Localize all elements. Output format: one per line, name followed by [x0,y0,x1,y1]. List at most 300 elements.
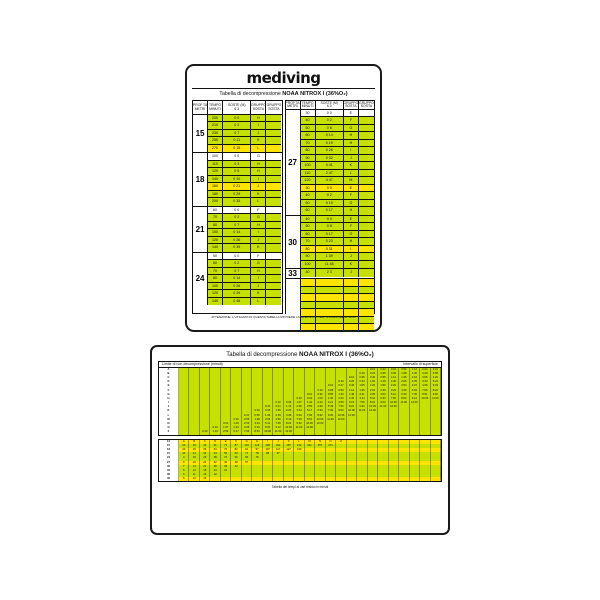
deco-table-right-body [286,110,375,332]
matrix-cell: 7:36 [294,418,304,422]
matrix-cell: 5 [179,477,189,481]
matrix-cell: 1:20 [336,393,346,397]
card2-title [158,351,442,359]
cell-empty [344,287,359,294]
matrix-cell: 0:25 [357,376,367,380]
matrix-cell: 2:45 [347,397,357,401]
cell-group-2 [359,223,374,230]
cell-group-2 [266,145,281,153]
matrix-cell: 0:55 [326,393,336,397]
matrix-cell: 1:12 [347,389,357,393]
matrix-cell: 2:39 [273,414,283,418]
matrix-cell: L [294,440,304,444]
cell-group-2 [359,269,374,277]
matrix-cell: 0:10 [357,372,367,376]
brand-divider [192,88,375,89]
matrix-cell: 16 [189,461,199,465]
matrix-row-label: 24 [159,456,179,460]
matrix-cell: 11:00 [357,409,367,413]
matrix-row-label: G [159,393,179,397]
brand-logo: mediving [246,69,321,87]
cell-group: M [344,177,359,184]
cell-bottom-time: 60 [301,207,316,215]
cell-stops: 0 14 [223,229,251,236]
cell-group: L [251,298,266,306]
depth-group [193,207,282,253]
cell-group-2 [359,200,374,207]
cell-group-2 [266,183,281,190]
matrix-cell: 11:00 [399,401,409,405]
matrix-cell: 0:10 [200,430,210,434]
matrix-cell: 0:36 [284,401,294,405]
matrix-cell: 24 [200,461,210,465]
cell-group-2 [359,261,374,269]
matrix-cell: 6:19 [284,418,294,422]
cell-group-2 [359,147,374,154]
filler-depth-label [286,279,301,332]
matrix-cell: 21 [200,465,210,469]
depth-group-rows [208,115,281,153]
matrix-cell: 5:41 [389,393,399,397]
matrix-cell: 9:02 [431,393,441,397]
cell-group-2 [359,207,374,215]
cell-empty [301,302,316,309]
matrix-cell: 2:24 [420,368,430,372]
cell-stops: 2 47 [316,170,344,177]
cell-group-2 [359,132,374,139]
card2-title-main: NOAA NITROX I (36%O₂) [299,351,374,358]
matrix-cell: 56 [231,456,241,460]
deco-table-left-header [193,101,282,115]
cell-empty [301,294,316,301]
table-row [208,214,281,222]
depth-group-rows [208,207,281,252]
matrix-cell: 1:36 [357,389,367,393]
cell-group: G [251,260,266,267]
matrix-cell: 7:06 [305,414,315,418]
matrix-cell: 4:50 [336,401,346,405]
matrix-cell: 0:10 [294,397,304,401]
matrix-cell: 0:41 [273,405,283,409]
header-time: TEMPO MINUTI [301,100,314,109]
matrix-cell: 2:29 [420,372,430,376]
matrix-cell: 87 [231,444,241,448]
cell-group-2 [266,198,281,206]
table-row [208,122,281,130]
filler-rows [301,279,374,332]
matrix-cell: 5:49 [410,389,420,393]
matrix-cell: 2:24 [315,401,325,405]
cell-group-2 [359,253,374,260]
matrix-cell [315,430,325,434]
matrix-cell: 8:22 [347,405,357,409]
cell-group-2 [359,140,374,147]
cell-group: L [344,170,359,177]
matrix-row [159,477,441,481]
table-row [301,231,374,239]
matrix-cell: 10 [179,444,189,448]
cell-group-2 [359,192,374,199]
matrix-cell: 2:39 [378,389,388,393]
matrix-cell: 25 [189,448,199,452]
matrix-cell: 5:49 [326,405,336,409]
cell-group: I [251,176,266,183]
matrix-cell: 48 [231,461,241,465]
matrix-cell: 3:44 [420,380,430,384]
matrix-cell: 0:50 [252,414,262,418]
matrix-cell [368,477,378,481]
cell-bottom-time: 120 [208,168,223,175]
matrix-row-label: A [159,368,179,372]
table-row [301,294,374,302]
cell-stops: 0 0 [223,115,251,122]
cell-empty [344,302,359,309]
matrix-cell: 39 [200,448,210,452]
matrix-cell: 101 [242,444,252,448]
matrix-cell [273,477,283,481]
header-depth: PROF.TA METRI [193,101,208,114]
cell-empty [316,287,344,294]
matrix-cell: 1:12 [410,368,420,372]
card2-title-prefix: Tabella di decompressione [226,352,298,358]
cell-stops: 0 7 [223,268,251,275]
cell-stops: 0 2 [223,122,251,129]
cell-stops: 0 23 [316,238,344,245]
matrix-cell: 0:26 [347,380,357,384]
matrix-cell: 0:49 [389,372,399,376]
matrix-cell: 0:10 [242,414,252,418]
matrix-cell: 8:51 [252,430,262,434]
matrix-cell: 78 [252,452,262,456]
matrix-cell: 3:05 [420,376,430,380]
matrix-cell: 2:59 [305,405,315,409]
matrix-row-label: 21 [159,452,179,456]
header-group-2: GRUPPO SOSTA [266,103,282,111]
matrix-cell: 12 [189,469,199,473]
matrix-row-label: E [159,384,179,388]
table-row [208,153,281,161]
matrix-cell: 0:34 [389,368,399,372]
table-row [301,261,374,269]
cell-bottom-time: 70 [301,238,316,245]
matrix-cell: 47 [221,456,231,460]
matrix-row-label: 15 [159,444,179,448]
matrix-cell: G [242,440,252,444]
matrix-cell: 61 [210,444,220,448]
matrix-cell: 6:03 [431,384,441,388]
matrix-cell: 10 [189,477,199,481]
cell-group: I [344,147,359,154]
table-row [301,110,374,118]
matrix-cell: 0:34 [305,397,315,401]
matrix-cell [305,477,315,481]
cell-group: I [251,275,266,282]
matrix-cell: 6:19 [347,401,357,405]
matrix-cell: 3:05 [368,393,378,397]
table-row [301,170,374,178]
matrix-cell: 1:48 [347,393,357,397]
matrix-cell: 63 [231,452,241,456]
matrix-cell: 4:20 [399,389,409,393]
cell-empty [344,279,359,286]
matrix-cell: 0:10 [252,409,262,413]
depth-group [286,110,375,216]
matrix-cell: O [326,440,336,444]
matrix-cell: M [305,440,315,444]
matrix-cell: C [200,440,210,444]
cell-group-2 [266,207,281,214]
matrix-cell: 10:00 [263,430,273,434]
table-row [301,177,374,185]
cell-group: H [344,207,359,215]
matrix-cell [189,430,199,434]
matrix-cell: 10 [179,452,189,456]
table-row [208,198,281,206]
cell-group: J [251,130,266,137]
matrix-cell: 2:03 [336,397,346,401]
table-row [208,191,281,199]
cell-empty [359,317,374,324]
depth-group-rows [208,253,281,306]
matrix-cell: 16 [200,473,210,477]
cell-stops: 0 0 [223,253,251,260]
cell-stops: 0 2 [316,117,344,124]
header-group: GRUPPO SOSTA [251,101,266,114]
cell-bottom-time: 60 [301,231,316,238]
matrix-cell: 9:00 [378,401,388,405]
matrix-cell: 31 [221,469,231,473]
matrix-cell: 7:36 [410,393,420,397]
cell-group-2 [266,176,281,183]
table-row [301,192,374,200]
cell-stops: 0 39 [223,244,251,252]
table-row [301,162,374,170]
matrix-cell: 7:06 [273,422,283,426]
table-row [208,176,281,184]
cell-bottom-time: 70 [208,268,223,275]
matrix-cell: 2:20 [284,409,294,413]
surface-interval-matrix [158,367,442,436]
cell-group: K [251,290,266,297]
card2-footer-note: Tabella dei tempi ai vari residui in minuti [271,485,329,490]
matrix-cell: 6:33 [315,409,325,413]
cell-empty [316,324,344,332]
matrix-cell: E [221,440,231,444]
card-subtitle-prefix: Tabella di decompressione [219,91,281,97]
matrix-cell [420,430,430,434]
matrix-cell: 1:00 [368,380,378,384]
matrix-row-label: K [159,409,179,413]
table-row [301,117,374,125]
cell-bottom-time: 60 [208,260,223,267]
matrix-cell: 1:00 [231,422,241,426]
matrix-cell: 10:06 [420,397,430,401]
cell-bottom-time: 120 [208,290,223,297]
matrix-cell: D [210,440,220,444]
cell-empty [359,309,374,316]
depth-group [193,115,282,154]
table-row [208,237,281,245]
matrix-cell: 0:10 [231,418,241,422]
matrix-cell: 6:33 [252,426,262,430]
matrix-cell: 1:36 [263,414,273,418]
matrix-cell: 76 [252,456,262,460]
matrix-cell: 0:10 [210,426,220,430]
matrix-cell: 139 [294,448,304,452]
matrix-cell: 1:26 [368,384,378,388]
cell-bottom-time: 140 [208,298,223,306]
matrix-cell: 10:36 [368,405,378,409]
header-surface-interval: Intervallo di superficie [403,362,438,367]
matrix-cell [410,477,420,481]
matrix-cell: 4:36 [420,384,430,388]
cell-bottom-time: 80 [301,147,316,154]
cell-group: J [344,269,359,277]
deco-table-right-header [286,101,375,110]
depth-group [193,253,282,306]
table-row [301,207,374,215]
matrix-cell: 91 [242,448,252,452]
matrix-cell: 8:51 [305,418,315,422]
matrix-cell: 10:06 [315,418,325,422]
matrix-cell: 138 [263,444,273,448]
matrix-cell: 2:04 [368,389,378,393]
cell-stops: 0 3 [223,161,251,168]
matrix-cell: 1:08 [399,372,409,376]
cell-group: K [251,137,266,144]
cell-stops: 0 26 [223,237,251,244]
matrix-cell: 2:54 [399,384,409,388]
matrix-cell: 1:16 [284,405,294,409]
cell-stops: 0 19 [316,140,344,147]
matrix-cell: 2:35 [410,380,420,384]
cell-stops: 11 46 [316,261,344,269]
matrix-cell: 4:36 [284,414,294,418]
matrix-cell: 6:03 [294,414,304,418]
cell-group-2 [359,185,374,192]
matrix-cell: J [273,440,283,444]
cell-group-2 [266,229,281,236]
matrix-cell: 32 [210,461,220,465]
matrix-cell: 0:46 [347,384,357,388]
cell-group-2 [266,115,281,122]
table-row [301,216,374,224]
matrix-cell [315,477,325,481]
cell-empty [301,279,316,286]
matrix-cell [357,430,367,434]
cell-group: L [251,198,266,206]
matrix-cell: 1:40 [389,380,399,384]
cell-stops: 0 39 [223,290,251,297]
matrix-cell: 1:00 [315,397,325,401]
cell-group: K [344,162,359,169]
matrix-cell: 24 [210,469,220,473]
matrix-cell: 10:36 [305,422,315,426]
matrix-cell: 11:00 [431,397,441,401]
table-row [301,200,374,208]
cell-stops: 1 39 [316,253,344,260]
cell-bottom-time: 100 [208,283,223,290]
matrix-cell: 70 [221,448,231,452]
cell-group: H [251,161,266,168]
matrix-row-label: C [159,376,179,380]
matrix-cell: 0:10 [347,376,357,380]
table-row [301,269,374,277]
cell-bottom-time: 50 [301,223,316,230]
matrix-cell: 2:04 [410,376,420,380]
matrix-cell: 26 [189,444,199,448]
cell-empty [316,302,344,309]
cell-bottom-time: 50 [301,200,316,207]
matrix-cell: 9:12 [410,397,420,401]
matrix-cell: 1:36 [399,376,409,380]
cell-stops: 0 26 [316,147,344,154]
matrix-cell [378,430,388,434]
matrix-cell: 9:30 [357,405,367,409]
matrix-cell: 0:55 [378,376,388,380]
matrix-cell: 0:50 [336,389,346,393]
cell-bottom-time: 50 [301,125,316,132]
matrix-cell: 97 [252,448,262,452]
cell-group-2 [266,161,281,168]
matrix-row-label: N [159,422,179,426]
cell-group: K [251,191,266,198]
cell-bottom-time: 80 [301,246,316,253]
matrix-cell: 28 [210,465,220,469]
depth-group-rows [301,110,374,215]
cell-stops: 0 14 [223,275,251,282]
cell-bottom-time: 40 [301,216,316,223]
matrix-cell: 0:43 [357,380,367,384]
cell-group: H [344,132,359,139]
matrix-cell: 3:58 [431,372,441,376]
cell-bottom-time: 200 [208,115,223,122]
matrix-cell: 4:50 [273,418,283,422]
matrix-row-label: 40 [159,477,179,481]
matrix-row-label: 13 [159,440,179,444]
cell-bottom-time: 120 [208,237,223,244]
matrix-cell [179,430,189,434]
matrix-cell: 5:24 [431,380,441,384]
matrix-cell: 2:59 [221,430,231,434]
matrix-cell: 5:04 [368,397,378,401]
cell-bottom-time: 70 [208,214,223,221]
matrix-row [159,430,441,434]
matrix-cell: 1:42 [305,401,315,405]
matrix-cell: 0:40 [368,376,378,380]
matrix-cell: 1:30 [410,372,420,376]
depth-group [286,269,375,279]
depth-group [286,216,375,270]
cell-group-2 [266,260,281,267]
header-group: GRUPPO SOSTA [343,100,359,109]
matrix-cell: 9:12 [273,426,283,430]
cell-bottom-time: 40 [301,269,316,277]
cell-empty [359,324,374,332]
matrix-cell [410,430,420,434]
matrix-cell: 4:03 [378,393,388,397]
cell-stops: 0 0 [316,110,344,117]
cell-bottom-time: 110 [301,170,316,177]
depth-group-rows [301,269,374,278]
matrix-cell: 107 [263,448,273,452]
table-row [208,161,281,169]
cell-stops: 0 2 [316,192,344,199]
cell-group-2 [359,162,374,169]
matrix-cell: 7:36 [326,409,336,413]
cell-group-2 [359,177,374,184]
table-row [301,238,374,246]
